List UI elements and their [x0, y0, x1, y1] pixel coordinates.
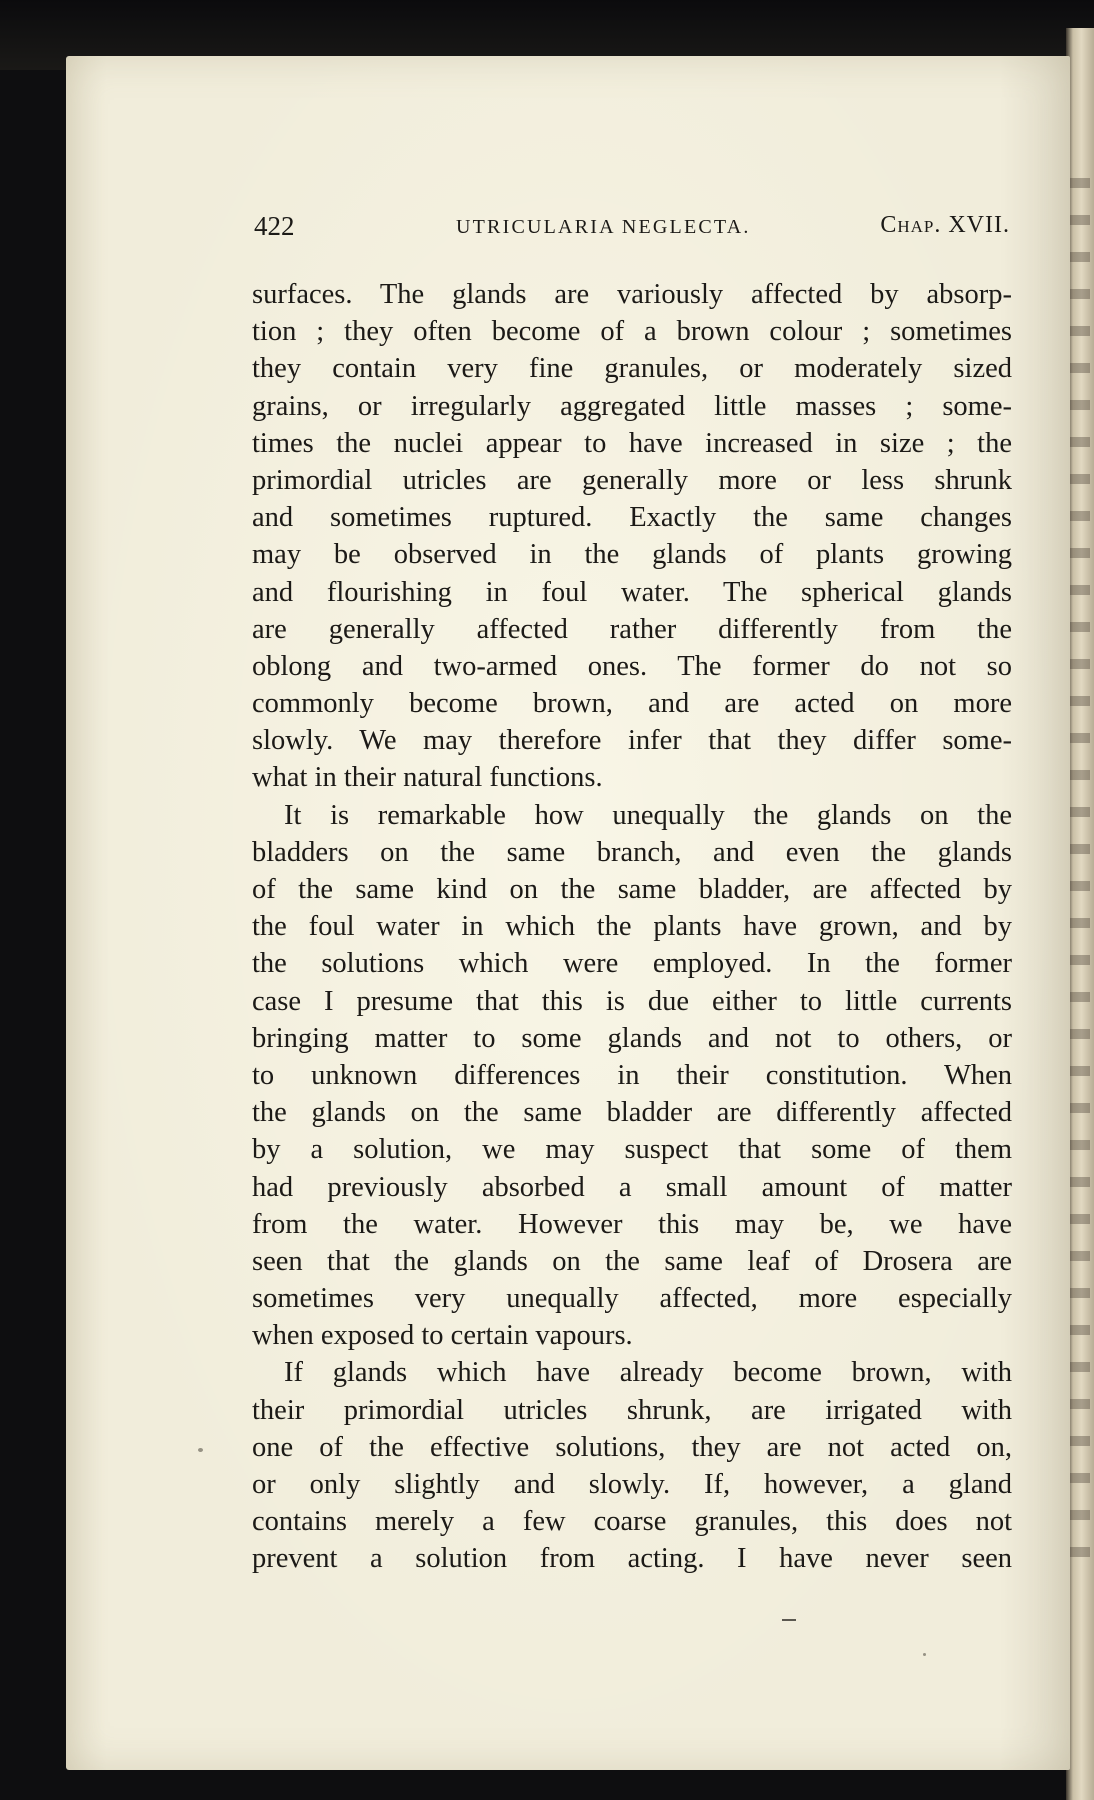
- text-line: oblong and two-armed ones. The former do not so: [252, 650, 1012, 682]
- text-line: they contain very fine granules, or moderately sized: [252, 353, 1012, 385]
- text-line: had previously absorbed a small amount of matter: [252, 1171, 1012, 1203]
- text-line: by a solution, we may suspect that some of them: [252, 1134, 1012, 1166]
- running-header: [254, 211, 1014, 247]
- text-line: prevent a solution from acting. I have never seen: [252, 1543, 1012, 1575]
- text-line: their primordial utricles shrunk, are irrigated with: [252, 1394, 1012, 1426]
- text-line: are generally affected rather differently from the: [252, 613, 1012, 645]
- running-title: UTRICULARIA NEGLECTA.: [456, 216, 751, 238]
- text-line: case I presume that this is due either to little currents: [252, 985, 1012, 1017]
- text-line: of the same kind on the same bladder, are affected by: [252, 874, 1012, 905]
- text-line: to unknown differences in their constitution. When: [252, 1059, 1012, 1091]
- text-line: or only slightly and slowly. If, however, a gland: [252, 1469, 1012, 1500]
- paragraph-end-line: when exposed to certain vapours.: [252, 1320, 633, 1352]
- text-line: contains merely a few coarse granules, this does not: [252, 1506, 1012, 1538]
- text-line: commonly become brown, and are acted on more: [252, 688, 1012, 720]
- text-line: times the nuclei appear to have increased in size ; the: [252, 427, 1012, 459]
- text-line: tion ; they often become of a brown colour ; sometimes: [252, 316, 1012, 348]
- text-line: may be observed in the glands of plants growing: [252, 539, 1012, 571]
- chapter-label: Chap. XVII.: [880, 212, 1010, 238]
- text-line: one of the effective solutions, they are not acted on,: [252, 1431, 1012, 1463]
- text-line: the glands on the same bladder are differently affected: [252, 1097, 1012, 1129]
- text-line: and flourishing in foul water. The spherical glands: [252, 576, 1012, 608]
- paragraph-end-line: what in their natural functions.: [252, 762, 603, 794]
- text-line: and sometimes ruptured. Exactly the same changes: [252, 502, 1012, 534]
- body-text: [252, 276, 1012, 1578]
- text-line: surfaces. The glands are variously affected by absorp-: [252, 279, 1012, 310]
- text-line: seen that the glands on the same leaf of Drosera are: [252, 1245, 1012, 1277]
- paragraph-start-line: It is remarkable how unequally the glands on the: [284, 799, 1012, 831]
- adjacent-page-edges: [1066, 28, 1094, 1800]
- text-line: sometimes very unequally affected, more especially: [252, 1283, 1012, 1315]
- text-line: bladders on the same branch, and even the glands: [252, 836, 1012, 868]
- text-line: primordial utricles are generally more or less shrunk: [252, 464, 1012, 496]
- paper-speck: [923, 1653, 926, 1656]
- page-number: 422: [254, 211, 295, 241]
- paragraph-start-line: If glands which have already become brown, with: [284, 1357, 1012, 1389]
- text-line: slowly. We may therefore infer that they differ some-: [252, 725, 1012, 757]
- text-line: bringing matter to some glands and not to others, or: [252, 1022, 1012, 1054]
- text-line: from the water. However this may be, we have: [252, 1208, 1012, 1240]
- ink-mark: [782, 1619, 796, 1621]
- text-line: grains, or irregularly aggregated little masses ; some-: [252, 390, 1012, 422]
- paper-speck: [198, 1448, 203, 1452]
- text-line: the solutions which were employed. In the former: [252, 948, 1012, 980]
- text-line: the foul water in which the plants have grown, and by: [252, 911, 1012, 943]
